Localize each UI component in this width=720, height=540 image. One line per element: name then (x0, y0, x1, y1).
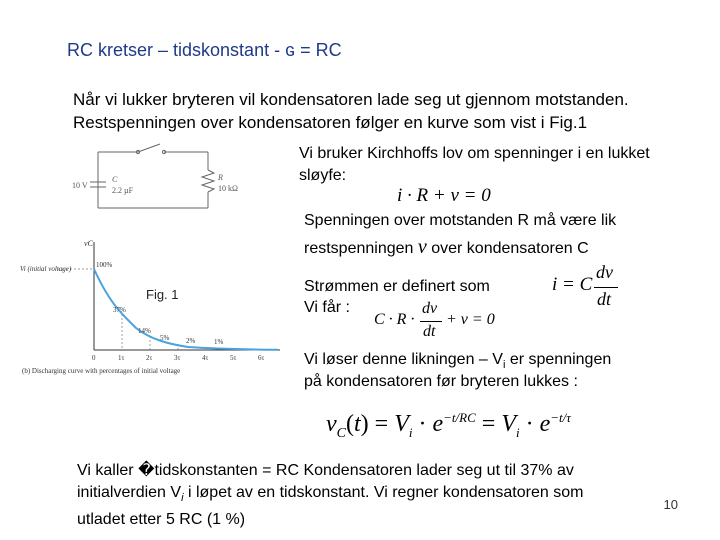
bottom-line-3: utladet etter 5 RC (1 %) (77, 511, 246, 529)
x-tick-5: 5τ (230, 354, 237, 362)
de-formula-text (374, 297, 375, 298)
current-formula-text (552, 262, 553, 263)
current-text-2: Vi får : (304, 299, 350, 316)
solve-text-1-sub: i (502, 359, 506, 372)
solve-text-1b: er spenningen (505, 351, 612, 368)
solution-formula-text (326, 400, 327, 401)
solve-text-1a: Vi løser denne likningen – V (304, 351, 503, 368)
initial-voltage-label: Vi (initial voltage) (20, 265, 72, 273)
percent-1: 1% (214, 338, 224, 346)
bottom-line-1: Vi kaller �tidskonstanten = RC Kondensatoren lader seg ut til 37% av (77, 462, 574, 479)
resistor-text-2 (304, 236, 589, 260)
resistor-text-2a: restspenningen (304, 240, 414, 257)
percent-100: 100% (96, 261, 113, 269)
rc-circuit-diagram (68, 140, 258, 220)
resistor-symbol: R (218, 173, 223, 182)
x-tick-1: 1τ (118, 354, 125, 362)
bottom-line-2b: i løpet av en tidskonstant. Vi regner kondensatoren som (183, 484, 584, 501)
x-tick-3: 3τ (174, 354, 181, 362)
page-title: RC kretser – tidskonstant - ɢ = RC (67, 40, 342, 60)
resistor-text-2b: over kondensatoren C (431, 240, 589, 257)
y-axis-label: vC (84, 239, 93, 248)
kirchhoff-formula (397, 185, 491, 207)
voltage-symbol-v: v (417, 236, 427, 258)
page-number: 10 (663, 497, 678, 512)
resistor-value: 10 kΩ (218, 184, 238, 193)
current-text-1: Strømmen er definert som (304, 278, 490, 295)
fig-label: Fig. 1 (146, 287, 179, 302)
solve-text-2: på kondensatoren før bryteren lukkes : (304, 373, 578, 390)
graph-caption: (b) Discharging curve with percentages of initial voltage (22, 367, 181, 375)
kirchhoff-formula-text: i · R + v = 0 (397, 185, 491, 206)
solution-formula: $v_C(t) = V_i \cdot e^{-t/RC} = V_i \cdot e^{-t/\tau}$ (326, 400, 646, 448)
x-tick-4: 4τ (202, 354, 209, 362)
kirchhoff-text: Vi bruker Kirchhoffs lov om spenninger i en lukket sløyfe: (299, 145, 650, 184)
percent-14: 14% (138, 327, 151, 335)
intro-text: Når vi lukker bryteren vil kondensatoren lade seg ut gjennom motstanden. Restspenningen over kondensatoren følger en kurve som vist i Fig.1 (73, 90, 629, 132)
current-formula: i = C dv dt (552, 262, 642, 312)
x-tick-6: 6τ (258, 354, 265, 362)
de-formula: C · R · dv dt + v = 0 (374, 297, 504, 347)
percent-5: 5% (160, 334, 170, 342)
bottom-line-2 (77, 482, 657, 509)
x-tick-2: 2τ (146, 354, 153, 362)
discharge-graph (18, 232, 298, 382)
bottom-line-2-sub: i (181, 492, 184, 505)
source-voltage-label: 10 V (72, 181, 88, 190)
capacitor-value: 2.2 µF (112, 186, 134, 195)
resistor-text-1: Spenningen over motstanden R må være lik (304, 212, 617, 229)
bottom-line-2a: initialverdien V (77, 484, 182, 501)
percent-37: 37% (113, 306, 126, 314)
percent-2: 2% (186, 337, 196, 345)
x-tick-0: 0 (92, 354, 96, 362)
bottom-paragraph (77, 460, 657, 531)
capacitor-symbol: C (112, 175, 118, 184)
